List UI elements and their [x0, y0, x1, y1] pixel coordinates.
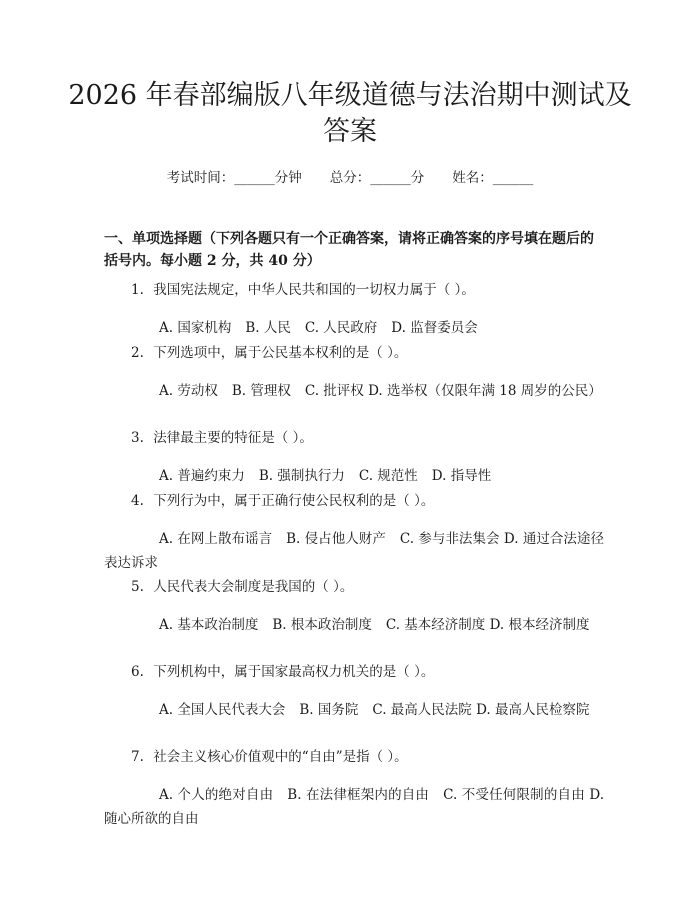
option-a: A. 基本政治制度 [159, 617, 259, 633]
options-row [104, 613, 604, 637]
option-c: C. 基本经济制度 [385, 617, 486, 633]
option-c: C. 人民政府 [304, 320, 378, 336]
option-d: D. 最高人民检察院 [476, 702, 590, 718]
option-b: B. 管理权 [231, 383, 291, 399]
question-text: 下列选项中，属于公民基本权利的是（ ）。 [153, 345, 408, 361]
option-b: B. 在法律框架内的自由 [287, 787, 430, 803]
option-d: D. 根本经济制度 [489, 617, 590, 633]
question-text: 下列行为中，属于正确行使公民权利的是（ ）。 [153, 493, 435, 509]
option-b: B. 根本政治制度 [272, 617, 372, 633]
question-4 [104, 489, 604, 575]
exam-meta [0, 168, 700, 188]
question-stem [104, 489, 604, 513]
option-b: B. 强制执行力 [258, 468, 345, 484]
option-c: C. 批评权 [304, 383, 364, 399]
question-6 [104, 660, 604, 722]
question-number: 4. [131, 493, 144, 509]
options-row [104, 527, 604, 575]
option-a: A. 普遍约束力 [159, 468, 245, 484]
question-text: 法律最主要的特征是（ ）。 [153, 430, 313, 446]
question-2 [104, 341, 604, 403]
option-a: A. 国家机构 [159, 320, 232, 336]
option-b: B. 人民 [245, 320, 291, 336]
question-5 [104, 575, 604, 637]
option-a: A. 在网上散布谣言 [159, 531, 273, 547]
option-b: B. 国务院 [299, 702, 359, 718]
option-c: C. 不受任何限制的自由 [443, 787, 585, 803]
options-row [104, 464, 604, 488]
options-row [104, 698, 604, 722]
option-c: C. 最高人民法院 [372, 702, 472, 718]
question-stem [104, 341, 604, 365]
question-7 [104, 745, 604, 831]
options-row [104, 783, 604, 831]
question-text: 人民代表大会制度是我国的（ ）。 [153, 579, 354, 595]
question-1 [104, 278, 604, 340]
exam-time-field: 考试时间：______分钟 [166, 170, 302, 186]
option-d: D. 监督委员会 [391, 320, 478, 336]
question-text: 社会主义核心价值观中的“自由”是指（ ）。 [153, 749, 408, 765]
options-row [104, 316, 604, 340]
option-a: A. 个人的绝对自由 [159, 787, 274, 803]
question-stem [104, 278, 604, 302]
student-name-field: 姓名：______ [452, 170, 534, 186]
option-a: A. 全国人民代表大会 [159, 702, 286, 718]
question-3 [104, 426, 604, 488]
question-text: 下列机构中，属于国家最高权力机关的是（ ）。 [153, 664, 435, 680]
option-a: A. 劳动权 [159, 383, 218, 399]
option-d: D. 通过合法途径表达诉求 [104, 531, 604, 571]
option-d: D. 选举权（仅限年满 18 周岁的公民） [368, 383, 602, 399]
option-b: B. 侵占他人财产 [286, 531, 386, 547]
question-number: 2. [131, 345, 144, 361]
question-number: 5. [131, 579, 144, 595]
question-stem [104, 575, 604, 599]
question-stem [104, 426, 604, 450]
option-d: D. 随心所欲的自由 [104, 787, 604, 827]
question-stem [104, 745, 604, 769]
section-heading: 一、单项选择题（下列各题只有一个正确答案，请将正确答案的序号填在题后的括号内。每小题 2 分，共 40 分） [104, 231, 594, 269]
total-score-field: 总分：______分 [329, 170, 425, 186]
option-c: C. 规范性 [358, 468, 418, 484]
question-number: 1. [131, 282, 144, 298]
question-number: 6. [131, 664, 144, 680]
page-title: 2026 年春部编版八年级道德与法治期中测试及答案 [68, 80, 632, 147]
option-c: C. 参与非法集会 [399, 531, 500, 547]
question-number: 7. [131, 749, 144, 765]
question-stem [104, 660, 604, 684]
question-number: 3. [131, 430, 144, 446]
option-d: D. 指导性 [431, 468, 492, 484]
options-row [104, 379, 604, 403]
question-text: 我国宪法规定，中华人民共和国的一切权力属于（ ）。 [153, 282, 475, 298]
